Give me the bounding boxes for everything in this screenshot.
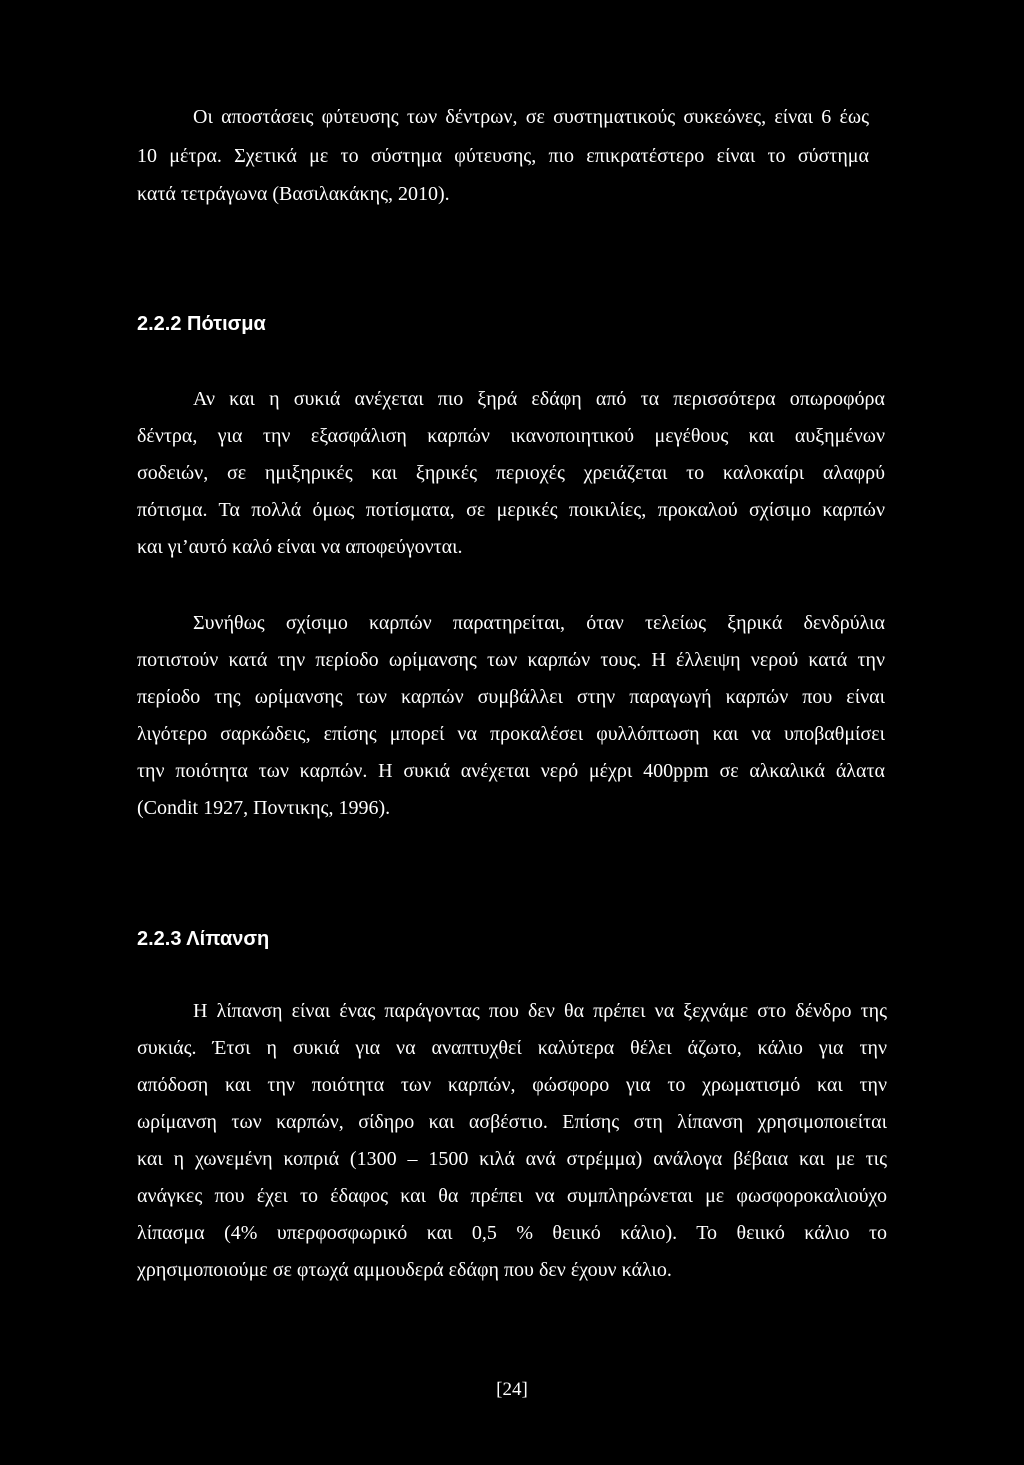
paragraph-line: απόδοση και την ποιότητα των καρπών, φώσφορο για το χρωματισμό και την (137, 1074, 887, 1096)
paragraph-line: συκιάς. Έτσι η συκιά για να αναπτυχθεί καλύτερα θέλει άζωτο, κάλιο για την (137, 1037, 887, 1059)
paragraph-line: ωρίμανση των καρπών, σίδηρο και ασβέστιο. Επίσης στη λίπανση χρησιμοποιείται (137, 1111, 887, 1133)
paragraph-line: πότισμα. Τα πολλά όμως ποτίσματα, σε μερικές ποικιλίες, προκαλού σχίσιμο καρπών (137, 499, 885, 521)
section-heading-fertilization: 2.2.3 Λίπανση (137, 928, 270, 950)
paragraph-line: ποτιστούν κατά την περίοδο ωρίμανσης των καρπών τους. Η έλλειψη νερού κατά την (137, 649, 885, 671)
paragraph-line: λιγότερο σαρκώδεις, επίσης μπορεί να προκαλέσει φυλλόπτωση και να υποβαθμίσει (137, 723, 885, 745)
paragraph-line: δέντρα, για την εξασφάλιση καρπών ικανοποιητικού μεγέθους και αυξημένων (137, 425, 885, 447)
paragraph-line: Οι αποστάσεις φύτευσης των δέντρων, σε συστηματικούς συκεώνες, είναι 6 έως (193, 106, 869, 128)
paragraph-line: και γι’αυτό καλό είναι να αποφεύγονται. (137, 536, 463, 558)
paragraph-line: περίοδο της ωρίμανσης των καρπών συμβάλλει στην παραγωγή καρπών που είναι (137, 686, 885, 708)
paragraph-irrigation-needs (137, 381, 885, 566)
paragraph-line: την ποιότητα των καρπών. Η συκιά ανέχεται νερό μέχρι 400ppm σε αλκαλικά άλατα (137, 760, 885, 782)
paragraph-line: λίπασμα (4% υπερφοσφωρικό και 0,5 % θειικό κάλιο). Το θειικό κάλιο το (137, 1222, 887, 1244)
paragraph-line: Αν και η συκιά ανέχεται πιο ξηρά εδάφη από τα περισσότερα οπωροφόρα (193, 388, 885, 410)
paragraph-line: σοδειών, σε ημιξηρικές και ξηρικές περιοχές χρειάζεται το καλοκαίρι αλαφρύ (137, 462, 885, 484)
paragraph-fertilization (137, 993, 887, 1289)
page-number: [24] (496, 1379, 528, 1400)
paragraph-line: Συνήθως σχίσιμο καρπών παρατηρείται, όταν τελείως ξηρικά δενδρύλια (193, 612, 885, 634)
paragraph-line: Η λίπανση είναι ένας παράγοντας που δεν θα πρέπει να ξεχνάμε στο δένδρο της (193, 1000, 887, 1022)
paragraph-line: ανάγκες που έχει το έδαφος και θα πρέπει να συμπληρώνεται με φωσφοροκαλιούχο (137, 1185, 887, 1207)
paragraph-fruit-splitting (137, 605, 885, 827)
paragraph-planting-distances (137, 98, 869, 214)
paragraph-line: χρησιμοποιούμε σε φτωχά αμμουδερά εδάφη που δεν έχουν κάλιο. (137, 1259, 672, 1281)
paragraph-line: και η χωνεμένη κοπριά (1300 – 1500 κιλά ανά στρέμμα) ανάλογα βέβαια και με τις (137, 1148, 887, 1170)
paragraph-line: (Condit 1927, Ποντικης, 1996). (137, 797, 391, 819)
paragraph-line: 10 μέτρα. Σχετικά με το σύστημα φύτευσης, πιο επικρατέστερο είναι το σύστημα (137, 144, 869, 167)
paragraph-line: κατά τετράγωνα (Βασιλακάκης, 2010). (137, 183, 450, 205)
section-heading-irrigation: 2.2.2 Πότισμα (137, 313, 266, 335)
